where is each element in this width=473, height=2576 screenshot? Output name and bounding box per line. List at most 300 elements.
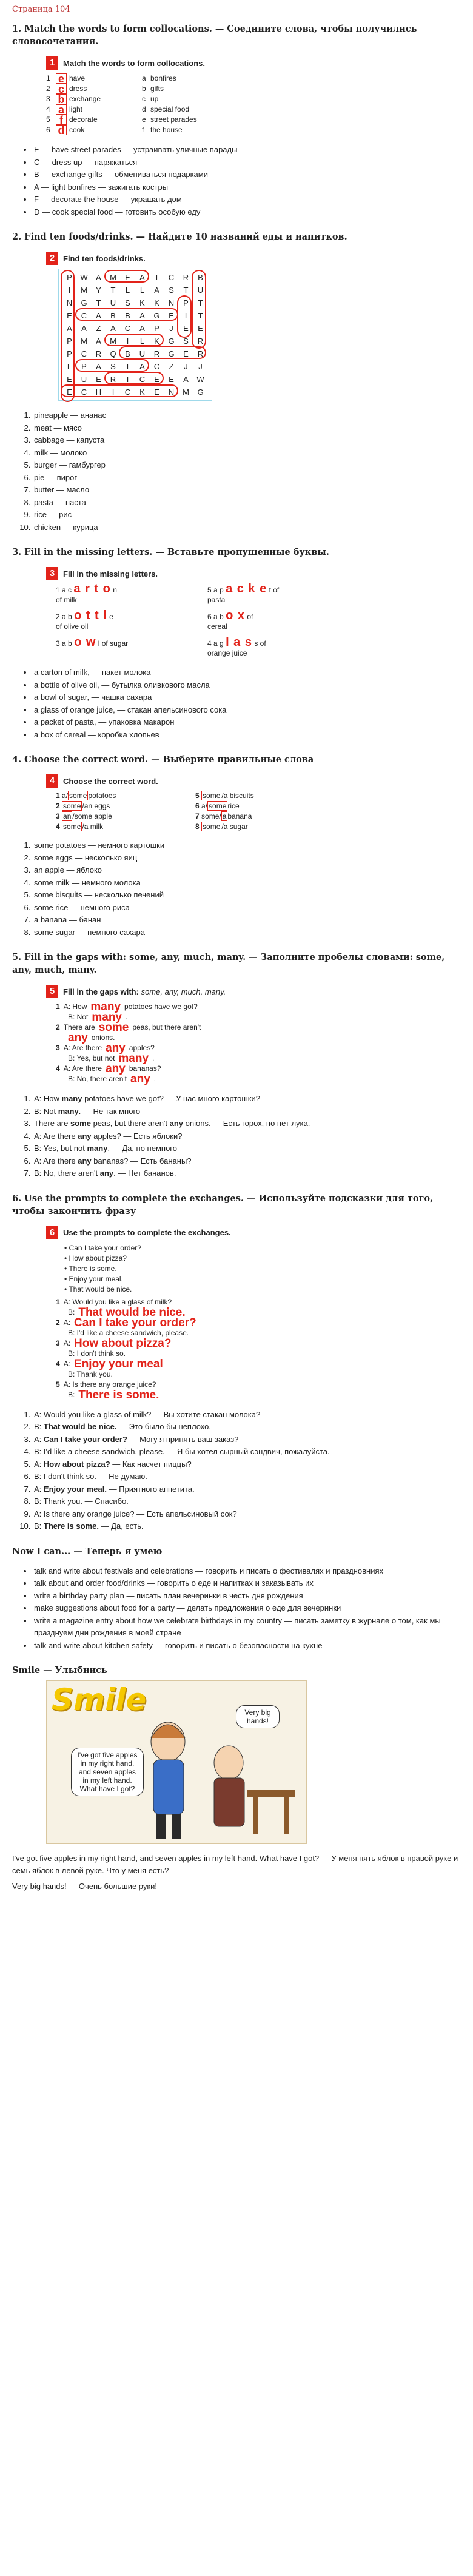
word-left: have — [69, 74, 86, 82]
letter-cell: R — [197, 349, 204, 358]
answer-post: onions. — Есть горох, но нет лука. — [183, 1119, 310, 1128]
letter-cell: A — [139, 311, 146, 320]
filled-phrase: There is some. — [78, 1388, 159, 1401]
list-item: • talk and write about festivals and celebrations — говорить и писать о фестивалях и праздновниях — [33, 1565, 466, 1578]
list-item: 1. pineapple — ананас — [33, 409, 466, 422]
filled-word: many — [92, 1011, 122, 1024]
letter-cell: C — [81, 311, 88, 320]
word-right: street parades — [150, 115, 197, 124]
item-number: 6 — [46, 126, 50, 134]
letter-cell: A — [96, 362, 102, 371]
word-right: bonfires — [150, 74, 176, 82]
wordsearch-wrap — [58, 269, 212, 401]
letter-cell: E — [125, 273, 131, 282]
exchange-line — [56, 1338, 466, 1349]
gap-line — [56, 1074, 466, 1084]
item-number: 2 — [56, 1023, 60, 1031]
letter-cell: L — [125, 286, 131, 295]
filled-word: some — [98, 1021, 129, 1034]
exercise-title: Fill in the missing letters. — [63, 569, 158, 579]
letter-cell: E — [67, 375, 73, 384]
answer-bold: any — [78, 1156, 92, 1166]
letter-cell: S — [183, 337, 189, 346]
letter-cell: R — [95, 349, 102, 358]
answer-bold: There is some. — [43, 1521, 99, 1531]
option-rest: /an eggs — [82, 802, 110, 810]
answer-pre: A: Are there — [34, 1131, 78, 1141]
answer-pre: B: I don't think so. — Не думаю. — [34, 1472, 147, 1481]
answer-pre: B: Thank you. — Спасибо. — [34, 1497, 129, 1506]
list-item — [33, 1409, 466, 1421]
speech-bubble-left: I've got five apples in my right hand, and seven apples in my left hand. What have I got? — [71, 1748, 144, 1796]
item-tail: pasta — [207, 595, 226, 604]
letter-cell: M — [81, 337, 88, 346]
item-tail: cereal — [207, 622, 227, 631]
letter-cell: G — [168, 337, 175, 346]
line-suffix: . — [153, 1075, 156, 1083]
letter-cell: M — [110, 337, 117, 346]
line-text: A: — [63, 1318, 71, 1327]
line-suffix: potatoes have we got? — [124, 1002, 198, 1011]
option-a: a/ — [201, 802, 208, 810]
choose-item — [195, 791, 317, 800]
letter-cell: A — [96, 311, 102, 320]
letter-cell: I — [126, 375, 130, 384]
list-item: • B — exchange gifts — обмениваться подарками — [33, 169, 466, 181]
item-tail: of olive oil — [56, 622, 89, 631]
letter-cell: C — [81, 349, 88, 358]
answer-list — [12, 1093, 466, 1180]
list-item: • a carton of milk, — пакет молока — [33, 666, 466, 679]
answer-post: apples? — Есть яблоки? — [91, 1131, 183, 1141]
item-prefix: a p — [213, 586, 224, 594]
letter-cell: C — [81, 387, 88, 397]
letter-cell: P — [81, 362, 87, 371]
letter-cell: B — [110, 311, 116, 320]
answer-list — [12, 144, 466, 218]
smile-picture — [46, 1680, 307, 1844]
line-prefix: B: Yes, but not — [68, 1054, 115, 1062]
filled-word: any — [106, 1062, 126, 1075]
item-number: 5 — [46, 115, 50, 124]
exchange-line — [56, 1328, 466, 1338]
word-right: gifts — [150, 84, 164, 93]
list-item — [33, 1118, 466, 1130]
option-letter: e — [142, 115, 146, 124]
filled-phrase: That would be nice. — [78, 1306, 186, 1319]
letter-cell: M — [110, 273, 117, 282]
section-2-heading: 2. Find ten foods/drinks. — Найдите 10 названий еды и напитков. — [12, 232, 347, 242]
letter-cell: A — [96, 273, 102, 282]
option-rest: banana — [227, 812, 252, 820]
smile-translation-1: I've got five apples in my right hand, and seven apples in my left hand. What have I got? — У меня пять яблок в правой руке и семь яблок в левой руке. Что у меня есть? — [12, 1854, 458, 1875]
choose-item — [195, 822, 317, 831]
oval-pasta — [75, 359, 149, 372]
oval-rice — [104, 372, 164, 384]
page-link[interactable]: Страница 104 — [12, 5, 70, 14]
answer-pre: A: How — [34, 1094, 62, 1103]
missing-letters-items — [56, 584, 466, 658]
letter-cell: B — [198, 273, 204, 282]
answer-post: . — Нет бананов. — [113, 1169, 176, 1178]
answer-post: peas, but there aren't — [90, 1119, 170, 1128]
letter-cell: E — [96, 375, 102, 384]
list-item: 9. rice — рис — [33, 509, 466, 522]
answer-bold: many — [87, 1144, 108, 1153]
answer-post: — Да, есть. — [98, 1521, 144, 1531]
answer-letter: f — [56, 115, 67, 125]
list-item: 7. butter — масло — [33, 484, 466, 497]
letter-cell: U — [197, 286, 204, 295]
letter-cell: C — [139, 375, 146, 384]
item-number: 7 — [195, 812, 200, 820]
list-item: • E — have street parades — устраивать уличные парады — [33, 144, 466, 156]
choose-item — [56, 812, 195, 820]
list-item: 6. pie — пирог — [33, 472, 466, 485]
list-item — [33, 1155, 466, 1168]
letter-cell: B — [125, 311, 131, 320]
line-text: B: — [68, 1390, 75, 1399]
exercise-number: 1 — [46, 56, 58, 70]
list-item: • write a magazine entry about how we celebrate birthdays in my country — писать заметку в журнале о том, как мы празднуем дни рождения в моей стране — [33, 1615, 466, 1640]
letter-cell: R — [183, 273, 190, 282]
letter-cell: P — [67, 337, 73, 346]
item-number: 5 — [56, 1380, 60, 1389]
line-suffix: peas, but there aren't — [132, 1023, 201, 1031]
item-suffix: e — [109, 612, 113, 621]
option-rest: rice — [227, 802, 240, 810]
item-number: 3 — [56, 812, 60, 820]
line-prefix: There are — [63, 1023, 95, 1031]
letter-cell: C — [168, 273, 175, 282]
list-item — [33, 1520, 466, 1533]
item-number: 1 — [56, 791, 60, 800]
item-suffix: n — [113, 586, 117, 594]
option-a: some/ — [201, 812, 221, 820]
word-left: exchange — [69, 95, 101, 103]
list-item — [33, 1508, 466, 1521]
letter-cell: A — [81, 324, 87, 333]
exchange-line — [56, 1307, 466, 1318]
list-item: • a bowl of sugar, — чашка сахара — [33, 691, 466, 704]
item-number: 1 — [46, 74, 50, 82]
letter-cell: B — [125, 349, 131, 358]
choose-items — [56, 791, 466, 831]
option-letter: c — [142, 95, 146, 103]
now-i-can-list — [12, 1565, 466, 1652]
letter-cell: R — [197, 337, 204, 346]
word-left: decorate — [69, 115, 98, 124]
letter-cell: H — [95, 387, 102, 397]
letter-cell: T — [96, 298, 102, 307]
list-item: • talk about and order food/drinks — говорить о еде и напитках и заказывать их — [33, 1577, 466, 1590]
choose-item — [56, 791, 195, 800]
letter-cell: G — [81, 298, 88, 307]
list-item: • C — dress up — наряжаться — [33, 156, 466, 169]
filled-letters: a r t o — [73, 582, 111, 595]
filled-phrase: Can I take your order? — [74, 1316, 196, 1329]
exercise-2 — [46, 252, 466, 401]
list-item — [33, 1167, 466, 1180]
item-number: 5 — [195, 791, 200, 800]
item-tail: orange juice — [207, 649, 247, 657]
list-item: 2. some eggs — несколько яиц — [33, 852, 466, 865]
letter-cell: P — [67, 349, 73, 358]
exercise-title: Match the words to form collocations. — [63, 58, 206, 68]
letter-cell: C — [153, 362, 161, 371]
item-number: 3 — [46, 95, 50, 103]
exercise-4 — [46, 774, 466, 831]
word-left: light — [69, 105, 83, 113]
answer-pre: B: — [34, 1422, 44, 1431]
oval-meat — [104, 270, 149, 283]
answer-pre: A: Is there any orange juice? — Есть апельсиновый сок? — [34, 1509, 237, 1518]
speech-bubble-right: Very big hands! — [236, 1705, 280, 1728]
word-right: special food — [150, 105, 190, 113]
exercise-number: 5 — [46, 985, 58, 998]
option-rest: /a milk — [82, 822, 104, 831]
exchange-line — [56, 1369, 466, 1380]
letter-cell: E — [169, 375, 175, 384]
letter-cell: K — [154, 337, 160, 346]
list-item — [33, 1093, 466, 1105]
item-prefix: a b — [213, 612, 224, 621]
letter-cell: A — [110, 324, 116, 333]
letter-cell: G — [153, 311, 161, 320]
choose-item — [195, 812, 317, 820]
prompt-text: There is some. — [69, 1264, 117, 1273]
exercise-title: Choose the correct word. — [63, 776, 158, 786]
answer-pre: B: No, there aren't — [34, 1169, 100, 1178]
answer-post: bananas? — Есть бананы? — [91, 1156, 192, 1166]
line-prefix: A: How — [63, 1002, 87, 1011]
exercise-number: 6 — [46, 1226, 58, 1239]
answer-bold: some — [70, 1119, 91, 1128]
answer-pre: There are — [34, 1119, 70, 1128]
answer-bold: any — [78, 1131, 92, 1141]
choose-item — [56, 802, 195, 810]
letter-cell: N — [168, 298, 175, 307]
item-number: 2 — [56, 612, 60, 621]
item-number: 1 — [56, 586, 60, 594]
exercise-6 — [46, 1226, 466, 1400]
filled-phrase: How about pizza? — [74, 1337, 172, 1350]
exchange-line — [56, 1359, 466, 1369]
answer-letter: a — [56, 104, 67, 115]
oval-chicken — [61, 384, 178, 397]
letter-cell: K — [139, 298, 146, 307]
oval-cabbage — [75, 308, 178, 321]
letter-cell: T — [198, 311, 204, 320]
list-item: • write a birthday party plan — писать план вечеринки в честь дня рождения — [33, 1590, 466, 1603]
answer-bold: How about pizza? — [43, 1459, 110, 1469]
option-rest: /a sugar — [221, 822, 248, 831]
letter-cell: K — [154, 298, 160, 307]
letter-cell: I — [112, 387, 115, 397]
word-left: cook — [69, 126, 85, 134]
line-prefix: B: Not — [68, 1013, 89, 1021]
section-6-heading: 6. Use the prompts to complete the exchanges. — Используйте подсказки для того, чтобы закончить фразу — [12, 1193, 434, 1216]
exercise-3 — [46, 567, 466, 658]
list-item — [33, 1471, 466, 1483]
list-item: 1. some potatoes — немного картошки — [33, 839, 466, 852]
list-item: • talk and write about kitchen safety — говорить и писать о безопасности на кухне — [33, 1640, 466, 1652]
chosen-word: some — [63, 822, 81, 831]
list-item: 5. burger — гамбургер — [33, 459, 466, 472]
answer-pre: B: Not — [34, 1106, 58, 1116]
item-number: 2 — [56, 1318, 60, 1327]
line-text: A: Is there any orange juice? — [63, 1380, 156, 1389]
missing-item — [56, 611, 207, 631]
line-text: A: — [63, 1338, 71, 1347]
answer-bold: many — [61, 1094, 82, 1103]
item-prefix: a c — [62, 586, 72, 594]
letter-cell: A — [139, 362, 146, 371]
list-item: • make suggestions about food for a party — делать предложения о еде для вечеринки — [33, 1602, 466, 1615]
item-suffix: l of sugar — [98, 639, 129, 648]
list-item: • a packet of pasta, — упаковка макарон — [33, 716, 466, 729]
answer-post: — Как насчет пиццы? — [110, 1459, 192, 1469]
letter-cell: Z — [96, 324, 102, 333]
match-grid — [46, 73, 466, 135]
answer-post: . — Не так много — [78, 1106, 141, 1116]
exercise-number: 4 — [46, 774, 58, 788]
list-item: • a glass of orange juice, — стакан апельсинового сока — [33, 704, 466, 717]
option-letter: b — [142, 84, 146, 93]
exercise-number: 3 — [46, 567, 58, 580]
list-item: • a bottle of olive oil, — бутылка оливкового масла — [33, 679, 466, 692]
option-rest: /a biscuits — [221, 791, 254, 800]
filled-letters: a c k e — [226, 582, 267, 595]
answer-bold: That would be nice. — [43, 1422, 117, 1431]
answer-list — [12, 666, 466, 741]
letter-cell: E — [67, 311, 73, 320]
letter-cell: T — [125, 362, 131, 371]
letter-cell: W — [80, 273, 89, 282]
letter-cell: T — [198, 298, 204, 307]
answer-post: . — Да, но немного — [107, 1144, 177, 1153]
letter-cell: N — [66, 298, 73, 307]
answer-list — [12, 409, 466, 534]
prompt-text: Enjoy your meal. — [69, 1274, 123, 1283]
chosen-word: a — [222, 812, 227, 820]
list-item: 7. a banana — банан — [33, 914, 466, 927]
list-item: • D — cook special food — готовить особую еду — [33, 206, 466, 219]
item-number: 6 — [207, 612, 212, 621]
line-suffix: . — [152, 1054, 155, 1062]
letter-cell: S — [169, 286, 175, 295]
list-item — [33, 1130, 466, 1143]
letter-cell: R — [110, 375, 117, 384]
list-item: 2. meat — мясо — [33, 422, 466, 435]
line-prefix: B: No, there aren't — [68, 1075, 127, 1083]
list-item: • F — decorate the house — украшать дом — [33, 193, 466, 206]
prompt-text: How about pizza? — [69, 1253, 127, 1263]
word-right: the house — [150, 126, 183, 134]
item-suffix: t of — [269, 586, 280, 594]
letter-cell: E — [67, 387, 73, 397]
list-item: 8. some sugar — немного сахара — [33, 927, 466, 939]
item-prefix: a b — [62, 612, 72, 621]
item-number: 4 — [56, 1064, 60, 1073]
answer-pre: B: I'd like a cheese sandwich, please. — Я бы хотел сырный сэндвич, пожалуйста. — [34, 1447, 330, 1456]
answer-bold: Enjoy your meal. — [43, 1484, 107, 1494]
answer-pre: A: — [34, 1459, 44, 1469]
choose-item — [195, 802, 317, 810]
chosen-word: some — [209, 802, 227, 810]
list-item — [33, 1483, 466, 1496]
answer-pre: B: — [34, 1521, 44, 1531]
exercise-title: Find ten foods/drinks. — [63, 253, 146, 263]
exchange-lines — [56, 1297, 466, 1400]
section-1-heading: 1. Match the words to form collocations. — Соедините слова, чтобы получились словосочетания. — [12, 24, 417, 47]
item-number: 2 — [46, 84, 50, 93]
answer-letter: b — [56, 94, 67, 104]
letter-cell: G — [197, 387, 204, 397]
item-number: 3 — [56, 639, 60, 648]
item-prefix: a b — [62, 639, 72, 648]
filled-letters: o x — [226, 609, 245, 622]
prompt-item: • Can I take your order? — [64, 1243, 141, 1252]
smile-heading: Smile — Улыбнись — [12, 1665, 107, 1675]
chosen-word: some — [203, 822, 221, 831]
prompt-item: • There is some. — [64, 1264, 117, 1273]
letter-cell: E — [183, 349, 189, 358]
answer-pre: A: Would you like a glass of milk? — Вы хотите стакан молока? — [34, 1409, 261, 1419]
answer-bold: Can I take your order? — [43, 1434, 127, 1444]
line-suffix: apples? — [129, 1044, 155, 1052]
letter-cell: E — [169, 311, 175, 320]
list-item: 8. pasta — паста — [33, 497, 466, 509]
answer-bold: any — [169, 1119, 184, 1128]
word-left: dress — [69, 84, 87, 93]
letter-cell: E — [154, 387, 160, 397]
letter-cell: J — [198, 362, 203, 371]
prompt-item: • Enjoy your meal. — [64, 1274, 123, 1283]
letter-cell: R — [153, 349, 161, 358]
letter-cell: P — [67, 273, 73, 282]
letter-cell: T — [110, 286, 116, 295]
smile-translation-2: Very big hands! — Очень большие руки! — [12, 1882, 157, 1891]
filled-letters: l a s — [226, 636, 252, 649]
gap-lines — [56, 1002, 466, 1084]
letter-cell: A — [139, 273, 146, 282]
letter-cell: U — [139, 349, 146, 358]
line-text: B: I'd like a cheese sandwich, please. — [68, 1328, 189, 1337]
letter-cell: A — [67, 324, 73, 333]
gap-line — [56, 1043, 466, 1053]
smile-logo: Smile — [52, 1682, 147, 1717]
item-number: 4 — [56, 1359, 60, 1368]
option-rest: /some apple — [72, 812, 112, 820]
letter-cell: A — [96, 337, 102, 346]
answer-pre: B: Yes, but not — [34, 1144, 87, 1153]
line-text: B: Thank you. — [68, 1369, 113, 1378]
answer-post: — Приятного аппетита. — [106, 1484, 195, 1494]
exchange-line — [56, 1318, 466, 1328]
exchange-line — [56, 1349, 466, 1359]
item-number: 1 — [56, 1002, 60, 1011]
option-rest: potatoes — [88, 791, 116, 800]
letter-cell: N — [168, 387, 175, 397]
oval-butter — [192, 270, 206, 349]
filled-phrase: Enjoy your meal — [74, 1357, 163, 1370]
exercise-title: Use the prompts to complete the exchanges. — [63, 1228, 231, 1237]
item-suffix: s of — [254, 639, 266, 648]
letter-cell: A — [183, 375, 189, 384]
list-item: 4. some milk — немного молока — [33, 877, 466, 890]
letter-cell: L — [139, 337, 146, 346]
